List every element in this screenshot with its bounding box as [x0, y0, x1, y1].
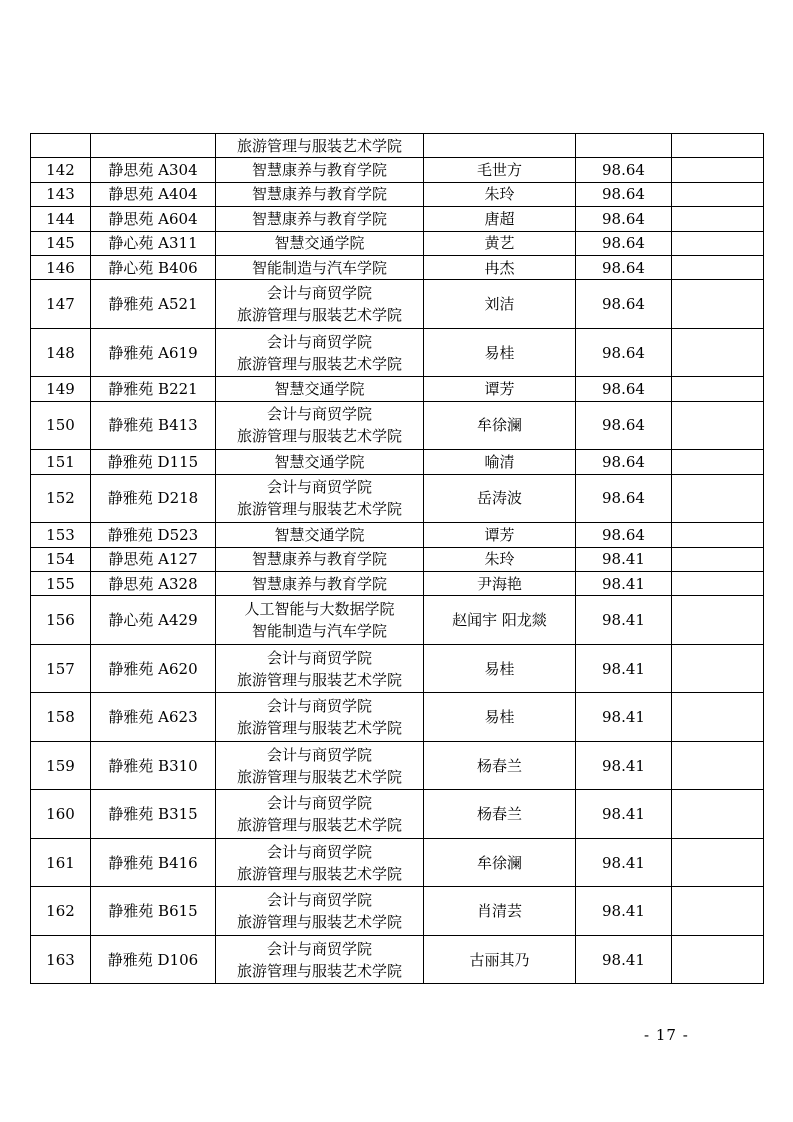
row-number-cell: 156	[31, 596, 91, 645]
counselor-name-cell: 毛世方	[424, 158, 576, 182]
college-cell	[216, 280, 424, 329]
row-number-cell: 163	[31, 935, 91, 984]
table-row	[31, 474, 764, 523]
table-row	[31, 523, 764, 547]
college-name: 智慧康养与教育学院	[251, 209, 387, 228]
row-number-cell: 146	[31, 255, 91, 279]
dormitory-cell: 静雅苑 B310	[91, 741, 216, 790]
row-number-cell: 161	[31, 838, 91, 887]
counselor-name-cell: 易桂	[424, 644, 576, 693]
table-row	[31, 328, 764, 377]
dormitory-cell: 静雅苑 B315	[91, 790, 216, 839]
college-name: 会计与商贸学院	[266, 648, 372, 667]
row-number-cell: 147	[31, 280, 91, 329]
remark-cell	[672, 280, 764, 329]
remark-cell	[672, 741, 764, 790]
score-cell: 98.64	[576, 523, 672, 547]
table-row	[31, 401, 764, 450]
row-number-cell: 144	[31, 207, 91, 231]
counselor-name-cell: 谭芳	[424, 523, 576, 547]
dormitory-cell	[91, 134, 216, 158]
college-name: 智慧康养与教育学院	[251, 161, 387, 180]
counselor-name-cell: 杨春兰	[424, 790, 576, 839]
table-row	[31, 741, 764, 790]
college-name: 会计与商贸学院	[266, 697, 372, 716]
remark-cell	[672, 790, 764, 839]
remark-cell	[672, 401, 764, 450]
college-name: 智慧康养与教育学院	[251, 574, 387, 593]
table-row	[31, 644, 764, 693]
college-cell	[216, 644, 424, 693]
college-name: 智慧康养与教育学院	[251, 185, 387, 204]
table-row	[31, 596, 764, 645]
college-cell	[216, 231, 424, 255]
college-name: 旅游管理与服装艺术学院	[236, 670, 402, 689]
score-cell: 98.41	[576, 887, 672, 936]
college-name: 旅游管理与服装艺术学院	[236, 719, 402, 738]
dormitory-cell: 静心苑 B406	[91, 255, 216, 279]
college-name: 旅游管理与服装艺术学院	[236, 427, 402, 446]
row-number-cell: 148	[31, 328, 91, 377]
score-cell	[576, 134, 672, 158]
college-name: 智慧交通学院	[274, 452, 365, 471]
dormitory-cell: 静雅苑 A619	[91, 328, 216, 377]
college-name: 智慧交通学院	[274, 525, 365, 544]
college-cell	[216, 523, 424, 547]
dormitory-cell: 静雅苑 D523	[91, 523, 216, 547]
table-row	[31, 790, 764, 839]
score-cell: 98.41	[576, 935, 672, 984]
college-name: 会计与商贸学院	[266, 794, 372, 813]
dormitory-cell: 静雅苑 A521	[91, 280, 216, 329]
remark-cell	[672, 547, 764, 571]
college-cell	[216, 571, 424, 595]
dormitory-cell: 静雅苑 D115	[91, 450, 216, 474]
score-cell: 98.64	[576, 401, 672, 450]
row-number-cell: 157	[31, 644, 91, 693]
table-row	[31, 450, 764, 474]
remark-cell	[672, 571, 764, 595]
college-cell	[216, 182, 424, 206]
score-cell: 98.64	[576, 255, 672, 279]
row-number-cell	[31, 134, 91, 158]
remark-cell	[672, 523, 764, 547]
college-cell	[216, 450, 424, 474]
counselor-name-cell: 赵闻宇 阳龙燚	[424, 596, 576, 645]
score-cell: 98.41	[576, 596, 672, 645]
college-cell	[216, 838, 424, 887]
row-number-cell: 160	[31, 790, 91, 839]
remark-cell	[672, 134, 764, 158]
row-number-cell: 153	[31, 523, 91, 547]
dormitory-cell: 静雅苑 A620	[91, 644, 216, 693]
college-name: 旅游管理与服装艺术学院	[236, 500, 402, 519]
dormitory-cell: 静思苑 A328	[91, 571, 216, 595]
college-name: 会计与商贸学院	[266, 284, 372, 303]
score-cell: 98.64	[576, 328, 672, 377]
remark-cell	[672, 450, 764, 474]
remark-cell	[672, 887, 764, 936]
college-cell	[216, 474, 424, 523]
table-row	[31, 158, 764, 182]
remark-cell	[672, 328, 764, 377]
remark-cell	[672, 644, 764, 693]
remark-cell	[672, 935, 764, 984]
college-name: 人工智能与大数据学院	[244, 600, 395, 619]
table-row	[31, 693, 764, 742]
score-cell: 98.41	[576, 693, 672, 742]
college-name: 会计与商贸学院	[266, 891, 372, 910]
counselor-name-cell	[424, 134, 576, 158]
college-name: 旅游管理与服装艺术学院	[236, 306, 402, 325]
row-number-cell: 149	[31, 377, 91, 401]
dormitory-cell: 静思苑 A604	[91, 207, 216, 231]
college-cell	[216, 207, 424, 231]
counselor-name-cell: 易桂	[424, 693, 576, 742]
dormitory-cell: 静心苑 A429	[91, 596, 216, 645]
score-cell: 98.64	[576, 280, 672, 329]
score-cell: 98.64	[576, 450, 672, 474]
table-row	[31, 887, 764, 936]
college-name: 会计与商贸学院	[266, 842, 372, 861]
college-name: 会计与商贸学院	[266, 745, 372, 764]
counselor-name-cell: 刘洁	[424, 280, 576, 329]
row-number-cell: 142	[31, 158, 91, 182]
remark-cell	[672, 255, 764, 279]
remark-cell	[672, 838, 764, 887]
dormitory-cell: 静雅苑 A623	[91, 693, 216, 742]
score-cell: 98.41	[576, 571, 672, 595]
dormitory-cell: 静雅苑 D106	[91, 935, 216, 984]
table-row	[31, 207, 764, 231]
college-name: 旅游管理与服装艺术学院	[236, 136, 402, 155]
dormitory-cell: 静雅苑 B413	[91, 401, 216, 450]
college-cell	[216, 377, 424, 401]
score-cell: 98.41	[576, 838, 672, 887]
dormitory-cell: 静雅苑 B221	[91, 377, 216, 401]
counselor-name-cell: 朱玲	[424, 182, 576, 206]
college-cell	[216, 401, 424, 450]
dormitory-cell: 静思苑 A304	[91, 158, 216, 182]
college-name: 旅游管理与服装艺术学院	[236, 864, 402, 883]
counselor-name-cell: 唐超	[424, 207, 576, 231]
row-number-cell: 152	[31, 474, 91, 523]
row-number-cell: 158	[31, 693, 91, 742]
table-row	[31, 377, 764, 401]
row-number-cell: 143	[31, 182, 91, 206]
score-cell: 98.41	[576, 741, 672, 790]
score-cell: 98.64	[576, 158, 672, 182]
counselor-name-cell: 岳涛波	[424, 474, 576, 523]
counselor-name-cell: 喻清	[424, 450, 576, 474]
college-cell	[216, 887, 424, 936]
college-cell	[216, 134, 424, 158]
table-row	[31, 935, 764, 984]
table-body	[31, 134, 764, 984]
row-number-cell: 150	[31, 401, 91, 450]
college-name: 智能制造与汽车学院	[251, 622, 387, 641]
row-number-cell: 151	[31, 450, 91, 474]
college-name: 旅游管理与服装艺术学院	[236, 961, 402, 980]
row-number-cell: 155	[31, 571, 91, 595]
dormitory-cell: 静雅苑 B416	[91, 838, 216, 887]
remark-cell	[672, 182, 764, 206]
score-cell: 98.64	[576, 231, 672, 255]
college-cell	[216, 255, 424, 279]
counselor-name-cell: 杨春兰	[424, 741, 576, 790]
college-name: 会计与商贸学院	[266, 478, 372, 497]
college-name: 智慧交通学院	[274, 234, 365, 253]
counselor-name-cell: 易桂	[424, 328, 576, 377]
remark-cell	[672, 207, 764, 231]
table-row	[31, 547, 764, 571]
college-cell	[216, 741, 424, 790]
dormitory-cell: 静雅苑 D218	[91, 474, 216, 523]
remark-cell	[672, 377, 764, 401]
table-row	[31, 838, 764, 887]
row-number-cell: 145	[31, 231, 91, 255]
row-number-cell: 159	[31, 741, 91, 790]
table-row	[31, 280, 764, 329]
dormitory-cell: 静思苑 A127	[91, 547, 216, 571]
table-row	[31, 134, 764, 158]
dormitory-cell: 静雅苑 B615	[91, 887, 216, 936]
counselor-name-cell: 古丽其乃	[424, 935, 576, 984]
college-name: 会计与商贸学院	[266, 405, 372, 424]
college-name: 旅游管理与服装艺术学院	[236, 816, 402, 835]
college-name: 智慧交通学院	[274, 380, 365, 399]
remark-cell	[672, 158, 764, 182]
dormitory-score-table	[30, 133, 764, 984]
counselor-name-cell: 牟徐澜	[424, 401, 576, 450]
table-row	[31, 255, 764, 279]
counselor-name-cell: 谭芳	[424, 377, 576, 401]
counselor-name-cell: 冉杰	[424, 255, 576, 279]
page-number: - 17 -	[644, 1026, 689, 1044]
dormitory-cell: 静思苑 A404	[91, 182, 216, 206]
counselor-name-cell: 肖清芸	[424, 887, 576, 936]
college-name: 智慧康养与教育学院	[251, 550, 387, 569]
college-cell	[216, 328, 424, 377]
row-number-cell: 162	[31, 887, 91, 936]
row-number-cell: 154	[31, 547, 91, 571]
college-name: 会计与商贸学院	[266, 939, 372, 958]
score-cell: 98.41	[576, 547, 672, 571]
counselor-name-cell: 牟徐澜	[424, 838, 576, 887]
college-name: 旅游管理与服装艺术学院	[236, 913, 402, 932]
counselor-name-cell: 黄艺	[424, 231, 576, 255]
college-name: 智能制造与汽车学院	[251, 258, 387, 277]
college-cell	[216, 158, 424, 182]
college-cell	[216, 935, 424, 984]
remark-cell	[672, 693, 764, 742]
score-cell: 98.64	[576, 207, 672, 231]
college-cell	[216, 547, 424, 571]
college-cell	[216, 693, 424, 742]
dormitory-cell: 静心苑 A311	[91, 231, 216, 255]
score-cell: 98.64	[576, 377, 672, 401]
remark-cell	[672, 474, 764, 523]
table-row	[31, 182, 764, 206]
document-table-container	[30, 133, 763, 984]
score-cell: 98.64	[576, 182, 672, 206]
table-row	[31, 571, 764, 595]
college-name: 旅游管理与服装艺术学院	[236, 354, 402, 373]
remark-cell	[672, 231, 764, 255]
college-name: 旅游管理与服装艺术学院	[236, 767, 402, 786]
college-cell	[216, 790, 424, 839]
score-cell: 98.41	[576, 644, 672, 693]
college-cell	[216, 596, 424, 645]
score-cell: 98.64	[576, 474, 672, 523]
counselor-name-cell: 尹海艳	[424, 571, 576, 595]
score-cell: 98.41	[576, 790, 672, 839]
table-row	[31, 231, 764, 255]
counselor-name-cell: 朱玲	[424, 547, 576, 571]
remark-cell	[672, 596, 764, 645]
college-name: 会计与商贸学院	[266, 332, 372, 351]
